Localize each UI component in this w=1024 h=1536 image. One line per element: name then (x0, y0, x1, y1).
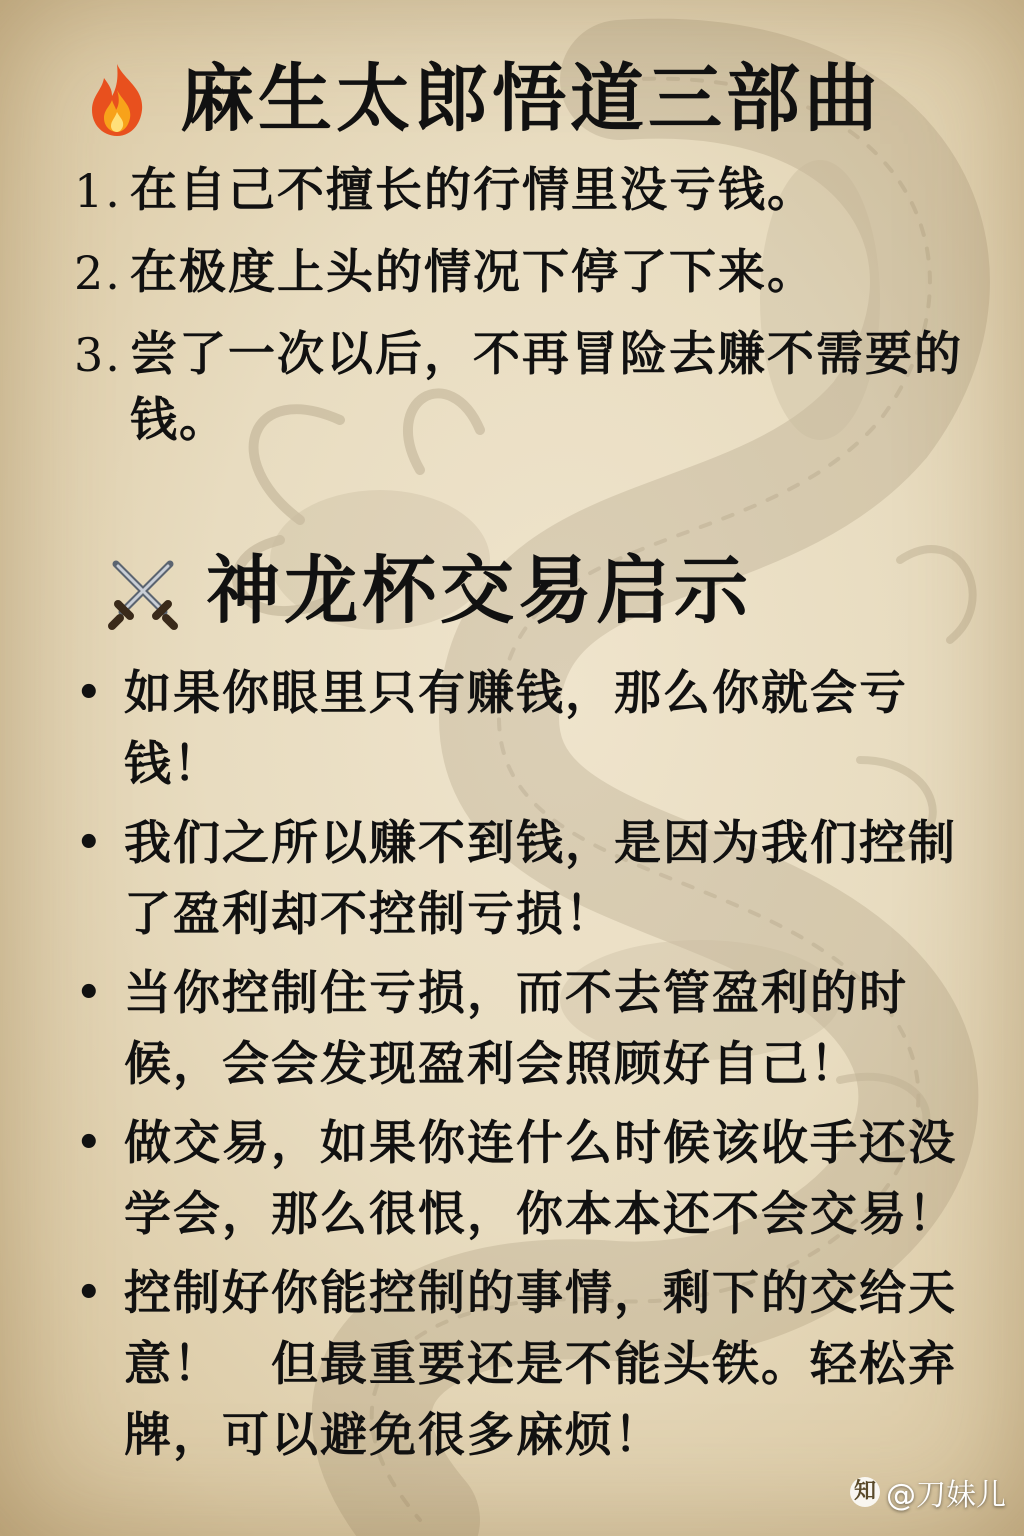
list-item (76, 1258, 966, 1471)
author-watermark (850, 1470, 1006, 1514)
zhihu-logo-icon: 知 (850, 1477, 880, 1507)
item-text: 在极度上头的情况下停了下来。 (130, 245, 816, 300)
list-item (76, 808, 966, 950)
bullet-list (76, 658, 966, 1479)
item-text: 在自己不擅长的行情里没亏钱。 (130, 163, 816, 218)
list-item (74, 240, 984, 306)
watermark-text: @刀妹儿 (886, 1478, 1006, 1513)
section1-title: 麻生太郎悟道三部曲 (180, 56, 882, 142)
fire-icon (78, 60, 156, 138)
item-number: 3. (74, 328, 122, 382)
item-text: 如果你眼里只有赚钱，那么你就会亏钱！ (124, 666, 908, 792)
item-text: 尝了一次以后，不再冒险去赚不需要的钱。 (130, 327, 963, 448)
list-item (74, 158, 984, 224)
item-number: 2. (74, 246, 122, 300)
crossed-swords-icon (104, 552, 182, 630)
section2-title: 神龙杯交易启示 (206, 548, 752, 634)
section1-heading (78, 56, 882, 142)
bullet-dot: • (76, 670, 104, 716)
list-item (74, 322, 984, 454)
list-item (76, 1108, 966, 1250)
bullet-dot: • (76, 970, 104, 1016)
item-text: 做交易，如果你连什么时候该收手还没学会，那么很恨，你本本还不会交易！ (124, 1116, 957, 1242)
item-text: 当你控制住亏损，而不去管盈利的时候，会会发现盈利会照顾好自己！ (124, 966, 908, 1092)
list-item (76, 658, 966, 800)
bullet-dot: • (76, 820, 104, 866)
item-text: 控制好你能控制的事情，剩下的交给天意！ 但最重要还是不能头铁。轻松弃牌，可以避免很多麻烦！ (124, 1266, 957, 1463)
item-number: 1. (74, 164, 122, 218)
bullet-dot: • (76, 1270, 104, 1316)
section2-heading (104, 548, 752, 634)
list-item (76, 958, 966, 1100)
bullet-dot: • (76, 1120, 104, 1166)
item-text: 我们之所以赚不到钱，是因为我们控制了盈利却不控制亏损！ (124, 816, 957, 942)
numbered-list (74, 158, 984, 470)
